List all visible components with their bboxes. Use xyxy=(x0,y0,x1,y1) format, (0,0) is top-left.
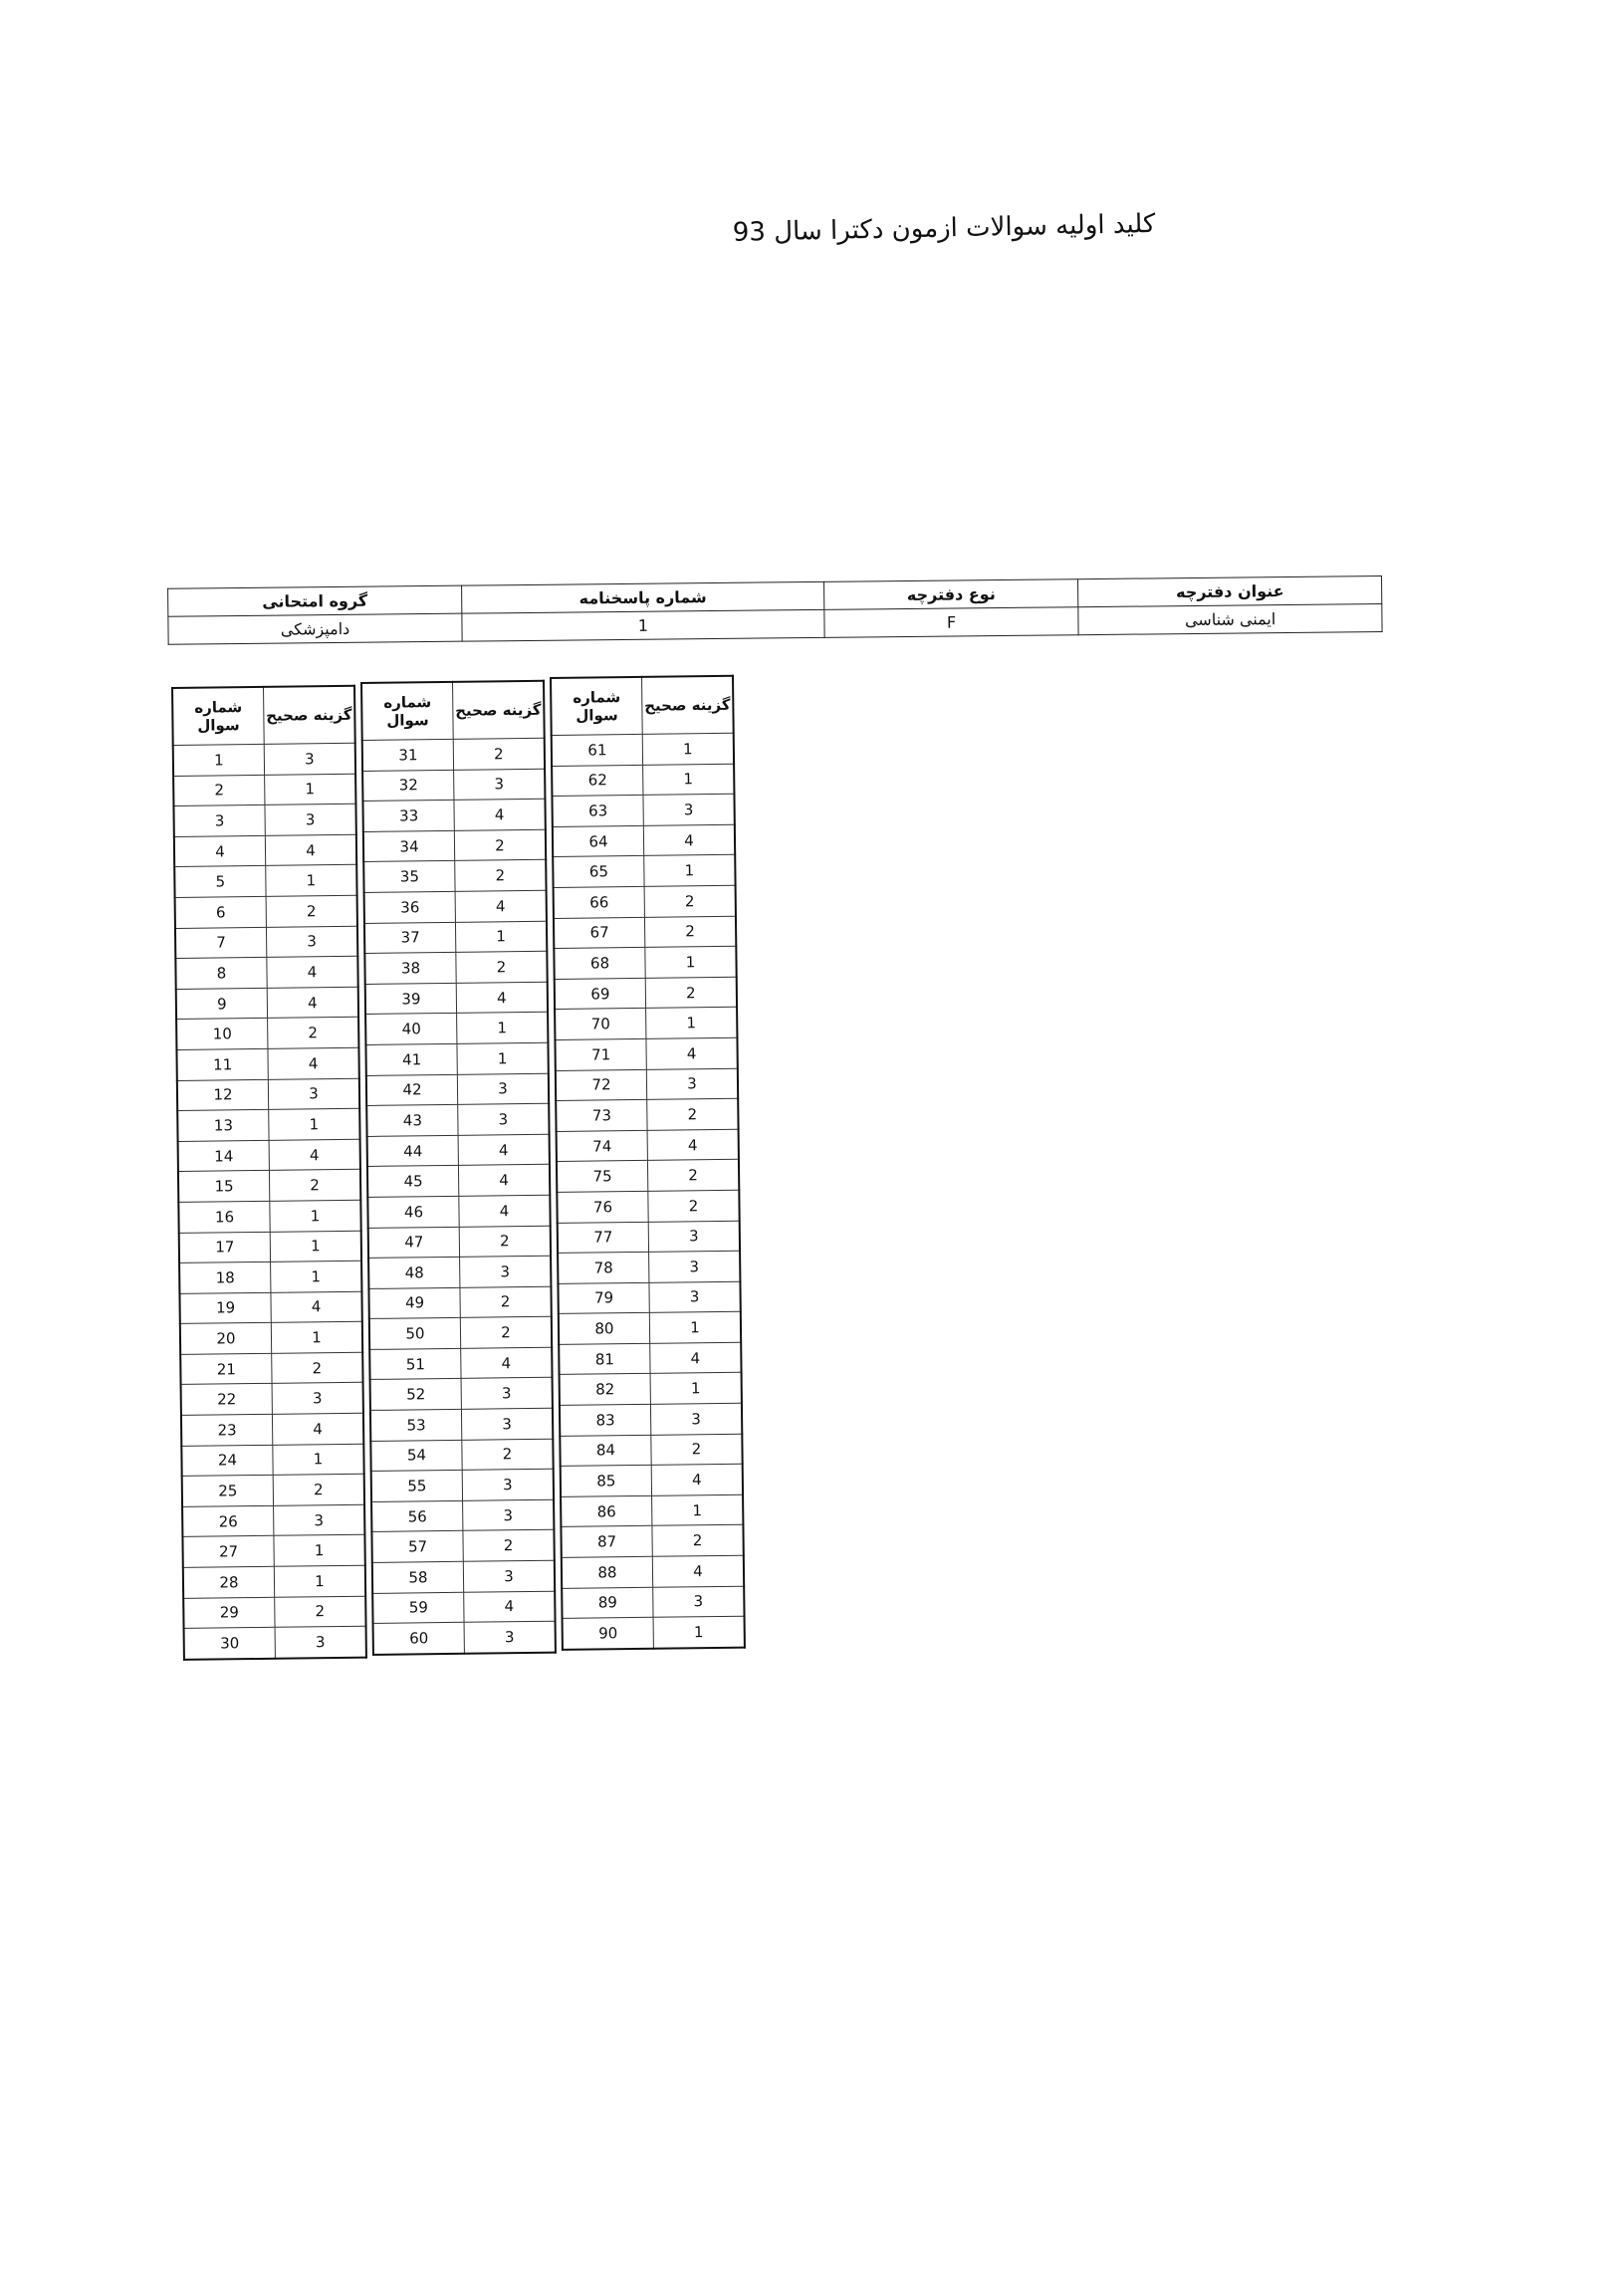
question-number-cell: 42 xyxy=(366,1074,458,1106)
table-row xyxy=(177,1108,359,1141)
question-number-cell: 48 xyxy=(368,1257,460,1288)
table-row xyxy=(178,1170,360,1203)
question-number-cell: 2 xyxy=(173,775,265,806)
table-row xyxy=(371,1499,554,1532)
correct-option-cell: 3 xyxy=(653,1586,745,1618)
question-number-cell: 12 xyxy=(177,1079,269,1111)
question-number-cell: 80 xyxy=(559,1313,650,1345)
question-number-cell: 17 xyxy=(179,1232,271,1263)
question-number-cell: 41 xyxy=(365,1043,457,1075)
question-number-cell: 25 xyxy=(182,1476,274,1507)
question-number-cell: 62 xyxy=(552,765,643,797)
correct-option-cell: 2 xyxy=(266,895,357,927)
correct-option-cell: 3 xyxy=(464,1621,556,1653)
correct-option-cell: 2 xyxy=(644,885,736,917)
correct-option-cell: 2 xyxy=(460,1286,552,1318)
table-row xyxy=(362,738,545,771)
table-row xyxy=(173,804,355,836)
question-number-cell: 50 xyxy=(369,1318,461,1350)
exam-group-header: گروه امتحانی xyxy=(168,585,462,616)
correct-option-cell: 3 xyxy=(648,1221,740,1253)
table-row xyxy=(184,1626,366,1659)
table-row xyxy=(557,1129,739,1162)
correct-option-cell: 2 xyxy=(454,829,546,861)
question-number-cell: 69 xyxy=(555,978,646,1010)
correct-option-cell: 3 xyxy=(265,804,356,835)
question-number-cell: 73 xyxy=(556,1099,647,1131)
correct-option-cell: 2 xyxy=(269,1170,360,1202)
table-row xyxy=(373,1621,556,1654)
question-number-cell: 70 xyxy=(555,1009,646,1040)
question-number-cell: 71 xyxy=(555,1038,646,1070)
question-number-cell: 47 xyxy=(368,1227,460,1259)
table-row xyxy=(368,1256,551,1288)
question-number-cell: 53 xyxy=(370,1409,462,1441)
question-number-cell: 52 xyxy=(370,1379,462,1411)
correct-option-cell: 4 xyxy=(458,1134,550,1166)
question-number-cell: 9 xyxy=(176,988,268,1020)
question-number-cell: 45 xyxy=(367,1166,459,1198)
correct-option-cell: 1 xyxy=(455,921,547,953)
correct-option-cell: 2 xyxy=(652,1525,744,1557)
correct-option-cell: 4 xyxy=(272,1413,363,1445)
correct-option-cell: 2 xyxy=(455,860,547,892)
table-row xyxy=(372,1591,555,1624)
table-row xyxy=(556,1098,738,1131)
question-number-header: شماره سوال xyxy=(361,682,453,741)
correct-option-cell: 3 xyxy=(461,1408,553,1440)
table-row xyxy=(367,1134,550,1167)
table-row xyxy=(554,916,736,949)
table-row xyxy=(365,1013,548,1045)
correct-option-cell: 1 xyxy=(270,1200,361,1232)
question-number-cell: 18 xyxy=(179,1262,271,1293)
question-number-cell: 30 xyxy=(184,1628,276,1660)
question-number-cell: 49 xyxy=(368,1287,460,1319)
question-number-cell: 4 xyxy=(174,835,266,867)
table-row xyxy=(369,1347,552,1380)
question-number-cell: 38 xyxy=(364,953,456,985)
question-number-cell: 3 xyxy=(173,805,265,837)
table-row xyxy=(555,1037,737,1070)
correct-option-cell: 4 xyxy=(271,1291,362,1323)
correct-option-cell: 2 xyxy=(275,1596,366,1628)
correct-option-cell: 4 xyxy=(454,799,546,830)
correct-option-cell: 3 xyxy=(454,769,546,801)
question-number-cell: 66 xyxy=(554,886,645,918)
table-row xyxy=(563,1616,745,1649)
table-row xyxy=(560,1403,742,1436)
question-number-cell: 33 xyxy=(362,801,454,832)
correct-option-header: گزینه صحیح xyxy=(264,686,355,745)
correct-option-cell: 3 xyxy=(268,1078,359,1110)
question-number-cell: 83 xyxy=(560,1404,651,1436)
correct-option-cell: 2 xyxy=(647,1160,739,1192)
correct-option-cell: 1 xyxy=(274,1565,365,1597)
question-number-cell: 82 xyxy=(560,1374,651,1406)
correct-option-cell: 4 xyxy=(459,1195,551,1227)
correct-option-cell: 4 xyxy=(267,956,358,988)
correct-option-cell: 2 xyxy=(272,1352,363,1384)
booklet-type-value: F xyxy=(824,607,1079,638)
table-row xyxy=(176,1018,358,1050)
table-row xyxy=(557,1190,739,1223)
question-number-cell: 85 xyxy=(561,1466,652,1497)
table-row xyxy=(178,1200,360,1233)
table-row xyxy=(367,1195,550,1228)
question-number-cell: 72 xyxy=(556,1069,647,1101)
table-row xyxy=(552,764,734,797)
table-row xyxy=(178,1139,360,1172)
question-number-cell: 16 xyxy=(178,1201,270,1233)
correct-option-cell: 1 xyxy=(269,1108,360,1140)
correct-option-cell: 2 xyxy=(647,1098,739,1130)
table-row xyxy=(183,1565,365,1598)
correct-option-cell: 2 xyxy=(651,1434,743,1466)
question-number-cell: 28 xyxy=(183,1566,275,1598)
answer-key-table-2 xyxy=(360,680,557,1656)
table-row xyxy=(561,1464,743,1496)
question-number-cell: 15 xyxy=(178,1171,270,1203)
table-row xyxy=(559,1342,741,1375)
correct-option-cell: 1 xyxy=(265,774,356,805)
table-row xyxy=(175,956,357,989)
question-number-cell: 14 xyxy=(178,1140,270,1172)
table-row xyxy=(179,1231,361,1263)
table-row xyxy=(364,951,547,984)
table-row xyxy=(175,895,357,928)
table-row xyxy=(558,1221,740,1254)
question-number-cell: 77 xyxy=(558,1222,649,1254)
correct-option-header: گزینه صحیح xyxy=(642,676,734,735)
correct-option-cell: 3 xyxy=(463,1560,555,1592)
correct-option-cell: 3 xyxy=(274,1504,365,1536)
correct-option-cell: 3 xyxy=(650,1403,742,1435)
correct-option-cell: 4 xyxy=(646,1037,738,1069)
question-number-cell: 51 xyxy=(369,1348,461,1380)
correct-option-cell: 1 xyxy=(649,1311,741,1343)
question-number-cell: 78 xyxy=(558,1252,649,1283)
question-number-cell: 40 xyxy=(365,1014,457,1045)
table-row xyxy=(561,1525,743,1558)
correct-option-header: گزینه صحیح xyxy=(453,681,545,740)
table-row xyxy=(552,794,734,826)
table-row xyxy=(362,769,545,802)
question-number-cell: 76 xyxy=(557,1191,648,1223)
correct-option-cell: 1 xyxy=(653,1616,745,1648)
table-row xyxy=(182,1504,364,1537)
question-number-cell: 24 xyxy=(181,1445,273,1477)
table-row xyxy=(560,1373,742,1406)
question-number-cell: 54 xyxy=(370,1440,462,1472)
question-number-cell: 75 xyxy=(557,1161,648,1193)
correct-option-cell: 4 xyxy=(458,1165,550,1197)
correct-option-cell: 4 xyxy=(647,1129,739,1161)
question-number-cell: 34 xyxy=(363,830,455,862)
correct-option-cell: 1 xyxy=(273,1444,364,1476)
table-row xyxy=(557,1160,739,1193)
correct-option-cell: 1 xyxy=(271,1321,362,1353)
question-number-cell: 26 xyxy=(182,1505,274,1537)
table-row xyxy=(173,743,355,776)
table-row xyxy=(556,1068,738,1101)
correct-option-cell: 4 xyxy=(269,1139,360,1171)
question-number-cell: 8 xyxy=(175,958,267,990)
question-number-cell: 10 xyxy=(176,1019,268,1050)
correct-option-cell: 1 xyxy=(457,1042,549,1074)
correct-option-cell: 3 xyxy=(458,1103,550,1135)
table-row xyxy=(182,1474,364,1506)
table-row xyxy=(552,733,734,766)
question-number-cell: 36 xyxy=(364,891,456,923)
question-number-cell: 55 xyxy=(371,1471,463,1502)
correct-option-cell: 3 xyxy=(462,1469,554,1500)
question-number-cell: 89 xyxy=(562,1587,653,1619)
correct-option-cell: 2 xyxy=(460,1316,552,1348)
table-row xyxy=(179,1261,361,1293)
correct-option-cell: 1 xyxy=(644,855,736,887)
correct-option-cell: 3 xyxy=(264,743,355,775)
correct-option-cell: 4 xyxy=(652,1555,744,1587)
answer-key-header-row xyxy=(361,681,545,741)
correct-option-cell: 3 xyxy=(649,1281,741,1313)
table-row xyxy=(174,865,356,898)
correct-option-cell: 1 xyxy=(266,865,357,897)
question-number-header: شماره سوال xyxy=(551,677,642,736)
table-row xyxy=(371,1469,554,1501)
question-number-cell: 32 xyxy=(362,770,454,802)
booklet-title-header: عنوان دفترچه xyxy=(1078,576,1382,607)
table-row xyxy=(555,1008,737,1040)
table-row xyxy=(555,977,737,1010)
question-number-header: شماره سوال xyxy=(172,687,264,746)
correct-option-cell: 4 xyxy=(651,1464,743,1495)
correct-option-cell: 1 xyxy=(645,946,737,978)
table-row xyxy=(173,774,355,806)
correct-option-cell: 1 xyxy=(652,1494,744,1526)
table-row xyxy=(558,1251,740,1283)
question-number-cell: 5 xyxy=(174,866,266,898)
table-row xyxy=(182,1535,364,1568)
table-row xyxy=(560,1434,742,1467)
correct-option-cell: 2 xyxy=(456,951,548,983)
correct-option-cell: 1 xyxy=(650,1373,742,1405)
question-number-cell: 90 xyxy=(563,1618,654,1650)
booklet-title-value: ایمنی شناسی xyxy=(1078,604,1382,635)
table-row xyxy=(371,1530,554,1563)
question-number-cell: 61 xyxy=(552,734,643,766)
question-number-cell: 74 xyxy=(557,1130,648,1162)
table-row xyxy=(363,829,546,862)
question-number-cell: 79 xyxy=(558,1282,649,1314)
question-number-cell: 87 xyxy=(561,1526,652,1558)
question-number-cell: 31 xyxy=(362,739,454,771)
question-number-cell: 46 xyxy=(367,1196,459,1228)
correct-option-cell: 4 xyxy=(643,824,735,856)
question-number-cell: 60 xyxy=(373,1623,465,1655)
table-row xyxy=(562,1586,744,1619)
question-number-cell: 11 xyxy=(176,1048,268,1080)
question-number-cell: 64 xyxy=(553,825,644,857)
table-row xyxy=(553,824,735,857)
question-number-cell: 6 xyxy=(175,896,267,928)
table-row xyxy=(364,921,547,954)
correct-option-cell: 2 xyxy=(644,916,736,948)
table-row xyxy=(366,1073,549,1106)
table-row xyxy=(183,1596,365,1629)
correct-option-cell: 4 xyxy=(265,834,356,866)
table-row xyxy=(561,1494,743,1527)
table-row xyxy=(176,987,358,1020)
correct-option-cell: 3 xyxy=(463,1499,555,1531)
question-number-cell: 39 xyxy=(365,983,457,1015)
correct-option-cell: 4 xyxy=(268,1047,359,1079)
table-row xyxy=(370,1439,553,1472)
table-row xyxy=(372,1560,555,1593)
table-row xyxy=(559,1311,741,1344)
question-number-cell: 81 xyxy=(559,1343,650,1375)
question-number-cell: 59 xyxy=(372,1592,464,1624)
table-row xyxy=(177,1078,359,1111)
answer-sheet-number-value: 1 xyxy=(462,609,824,641)
table-row xyxy=(174,834,356,867)
correct-option-cell: 2 xyxy=(648,1190,740,1222)
correct-option-cell: 2 xyxy=(459,1226,551,1258)
table-row xyxy=(366,1103,549,1136)
table-row xyxy=(558,1281,740,1314)
table-row xyxy=(365,1042,548,1075)
correct-option-cell: 4 xyxy=(456,982,548,1014)
answer-key-header-row xyxy=(172,686,355,746)
correct-option-cell: 3 xyxy=(460,1256,552,1287)
question-number-cell: 13 xyxy=(177,1109,269,1141)
table-row xyxy=(368,1286,551,1319)
correct-option-cell: 2 xyxy=(268,1018,359,1049)
answer-key-header-row xyxy=(551,676,734,736)
correct-option-cell: 3 xyxy=(649,1251,741,1282)
correct-option-cell: 1 xyxy=(646,1008,738,1039)
table-row xyxy=(363,860,546,893)
question-number-cell: 20 xyxy=(180,1323,272,1355)
correct-option-cell: 4 xyxy=(464,1591,556,1623)
question-number-cell: 68 xyxy=(554,948,645,980)
question-number-cell: 1 xyxy=(173,744,265,776)
table-row xyxy=(367,1165,550,1198)
correct-option-cell: 2 xyxy=(645,977,737,1009)
correct-option-cell: 4 xyxy=(267,987,358,1019)
table-row xyxy=(364,890,547,923)
correct-option-cell: 3 xyxy=(275,1626,366,1658)
table-row xyxy=(362,799,545,831)
correct-option-cell: 4 xyxy=(455,890,547,922)
page-title: کلید اولیه سوالات ازمون دکترا سال 93 xyxy=(732,209,1156,248)
question-number-cell: 86 xyxy=(561,1495,652,1527)
question-number-cell: 65 xyxy=(553,856,644,888)
question-number-cell: 63 xyxy=(552,796,643,827)
question-number-cell: 37 xyxy=(364,922,456,954)
correct-option-cell: 3 xyxy=(266,926,357,958)
table-row xyxy=(181,1413,363,1446)
correct-option-cell: 2 xyxy=(273,1474,364,1505)
correct-option-cell: 3 xyxy=(461,1378,553,1410)
correct-option-cell: 1 xyxy=(643,764,735,796)
correct-option-cell: 2 xyxy=(462,1439,554,1471)
correct-option-cell: 3 xyxy=(643,794,735,825)
question-number-cell: 43 xyxy=(366,1104,458,1136)
correct-option-cell: 4 xyxy=(650,1342,742,1374)
correct-option-cell: 1 xyxy=(270,1231,361,1263)
question-number-cell: 7 xyxy=(175,927,267,959)
correct-option-cell: 1 xyxy=(642,733,734,765)
correct-option-cell: 1 xyxy=(274,1535,365,1567)
answer-key-table-1 xyxy=(171,685,367,1661)
table-row xyxy=(181,1383,363,1416)
question-number-cell: 35 xyxy=(363,861,455,893)
table-row xyxy=(554,946,736,979)
question-number-cell: 19 xyxy=(179,1292,271,1324)
correct-option-cell: 3 xyxy=(646,1068,738,1100)
table-row xyxy=(370,1378,553,1411)
question-number-cell: 56 xyxy=(371,1500,463,1532)
correct-option-cell: 2 xyxy=(453,738,545,770)
table-row xyxy=(554,885,736,918)
table-row xyxy=(180,1321,362,1354)
question-number-cell: 44 xyxy=(367,1135,459,1167)
table-row xyxy=(553,855,735,888)
question-number-cell: 57 xyxy=(371,1531,463,1563)
table-row xyxy=(562,1555,744,1588)
answer-key-table-3 xyxy=(550,675,746,1651)
table-row xyxy=(176,1047,358,1080)
booklet-info-table xyxy=(167,575,1383,645)
table-row xyxy=(365,982,548,1015)
correct-option-cell: 3 xyxy=(272,1383,363,1415)
answer-sheet-number-header: شماره پاسخنامه xyxy=(462,581,824,613)
correct-option-cell: 4 xyxy=(461,1347,553,1379)
table-row xyxy=(180,1352,362,1385)
correct-option-cell: 1 xyxy=(271,1261,362,1292)
table-row xyxy=(369,1316,552,1349)
correct-option-cell: 1 xyxy=(457,1013,549,1044)
correct-option-cell: 3 xyxy=(457,1073,549,1105)
question-number-cell: 29 xyxy=(183,1597,275,1629)
exam-group-value: دامپزشکی xyxy=(168,613,462,644)
table-row xyxy=(175,926,357,959)
question-number-cell: 67 xyxy=(554,917,645,949)
table-row xyxy=(181,1444,363,1477)
question-number-cell: 88 xyxy=(562,1556,653,1588)
table-row xyxy=(370,1408,553,1441)
question-number-cell: 84 xyxy=(560,1435,651,1467)
correct-option-cell: 2 xyxy=(463,1530,555,1562)
question-number-cell: 58 xyxy=(372,1561,464,1593)
booklet-type-header: نوع دفترچه xyxy=(823,579,1078,610)
table-row xyxy=(368,1226,551,1259)
question-number-cell: 27 xyxy=(182,1536,274,1568)
table-row xyxy=(179,1291,361,1324)
question-number-cell: 21 xyxy=(180,1353,272,1385)
question-number-cell: 23 xyxy=(181,1414,273,1446)
question-number-cell: 22 xyxy=(181,1384,273,1416)
